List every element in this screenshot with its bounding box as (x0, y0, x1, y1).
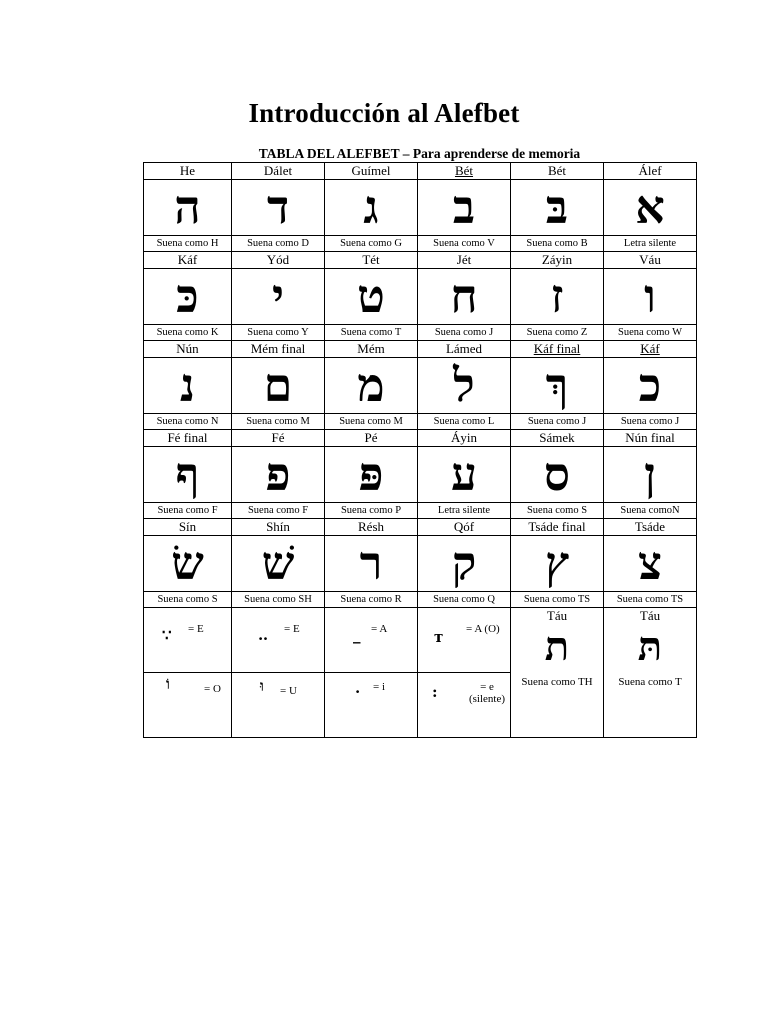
hebrew-letter-text: ךְ (545, 358, 569, 412)
letter-name (144, 252, 232, 269)
letter-sound-text: Suena como R (340, 594, 402, 605)
letter-name (418, 252, 511, 269)
hebrew-letter (418, 269, 511, 325)
hebrew-letter (418, 180, 511, 236)
letter-sound-text: Suena como H (156, 238, 219, 249)
vowel-label: = i (373, 681, 386, 693)
hebrew-letter-text: ס (543, 447, 571, 501)
letter-name-text: Bét (547, 163, 567, 178)
table-row (144, 414, 697, 430)
table-row (144, 236, 697, 252)
table-row (144, 252, 697, 269)
letter-name (418, 341, 511, 358)
hebrew-letter-text: ד (266, 180, 290, 234)
hebrew-letter-text: נ (180, 358, 195, 412)
letter-name-text: Résh (358, 519, 384, 534)
letter-sound (511, 592, 604, 608)
letter-sound (325, 503, 418, 519)
hebrew-letter (144, 536, 232, 592)
letter-name-text: Álef (638, 163, 662, 178)
hebrew-letter (604, 180, 697, 236)
letter-sound (325, 414, 418, 430)
vowel-label: = U (280, 685, 297, 697)
hebrew-letter (144, 180, 232, 236)
letter-sound-text: Suena como T (340, 327, 402, 338)
letter-sound (144, 503, 232, 519)
table-row (144, 180, 697, 236)
letter-name (144, 430, 232, 447)
letter-sound (232, 414, 325, 430)
hebrew-letter-text: ע (450, 447, 478, 501)
hebrew-letter (144, 358, 232, 414)
vowel-cell (144, 608, 232, 673)
table-row (144, 269, 697, 325)
letter-name (232, 341, 325, 358)
table-row (144, 341, 697, 358)
hebrew-letter (232, 180, 325, 236)
letter-sound (325, 325, 418, 341)
letter-sound-text: Suena como L (433, 416, 495, 427)
letter-sound-text: Suena como TS (523, 594, 591, 605)
letter-name-text: Nún (176, 341, 199, 356)
letter-name (232, 519, 325, 536)
vowel-label: = e (silente) (468, 681, 506, 705)
vowel-mark: וּ (260, 677, 264, 695)
hebrew-letter-text: ל (453, 358, 475, 412)
letter-name-text: Pé (364, 430, 378, 445)
letter-name-text: Váu (639, 252, 661, 267)
hebrew-letter (511, 358, 604, 414)
letter-name (604, 430, 697, 447)
vowel-cell (418, 673, 511, 738)
letter-name (144, 341, 232, 358)
vowel-label: = E (188, 623, 204, 635)
letter-sound-text: Suena como J (620, 416, 680, 427)
letter-sound-text: Suena como Q (433, 594, 495, 605)
hebrew-letter-text: ג (363, 180, 379, 234)
hebrew-letter-text: כּ (176, 269, 199, 323)
letter-sound (604, 236, 697, 252)
table-row (144, 503, 697, 519)
letter-sound (232, 236, 325, 252)
letter-name (418, 519, 511, 536)
letter-name (511, 163, 604, 180)
vowel-label: = E (284, 623, 300, 635)
letter-name-text: Mém final (250, 341, 306, 356)
letter-name-text: Záyin (541, 252, 573, 267)
letter-sound-text: Letra silente (437, 505, 491, 516)
vowel-cell (144, 673, 232, 738)
letter-name: Táu (639, 608, 661, 623)
hebrew-letter (325, 536, 418, 592)
vowel-mark: . (355, 679, 361, 697)
letter-sound-text: Suena como M (339, 416, 403, 427)
letter-sound-text: Suena como M (246, 416, 310, 427)
hebrew-letter (144, 447, 232, 503)
vowel-mark: : (432, 683, 438, 701)
hebrew-letter-text: שׁ (261, 536, 295, 590)
hebrew-letter-text: שׂ (171, 536, 204, 590)
letter-sound (511, 503, 604, 519)
letter-sound-text: Suena como J (434, 327, 494, 338)
hebrew-letter (325, 180, 418, 236)
letter-name (604, 519, 697, 536)
letter-sound (511, 236, 604, 252)
hebrew-letter: תּ (637, 623, 663, 670)
letter-name (511, 341, 604, 358)
letter-sound (604, 325, 697, 341)
letter-name-text: Jét (456, 252, 472, 267)
vowel-cell (325, 608, 418, 673)
hebrew-letter-text: י (271, 269, 285, 323)
hebrew-letter (604, 536, 697, 592)
letter-name-text: Fé (271, 430, 285, 445)
hebrew-letter-text: פ (265, 447, 291, 501)
letter-name (418, 430, 511, 447)
letter-sound-text: Suena como F (247, 505, 309, 516)
letter-sound (144, 236, 232, 252)
letter-sound-text: Suena como W (618, 327, 682, 338)
table-row (144, 519, 697, 536)
letter-sound (418, 592, 511, 608)
vowel-cell (418, 608, 511, 673)
letter-name-text: Sín (178, 519, 197, 534)
letter-sound (232, 503, 325, 519)
vowel-cell (232, 673, 325, 738)
letter-sound (418, 503, 511, 519)
table-row (144, 358, 697, 414)
letter-sound-text: Suena como D (247, 238, 309, 249)
hebrew-letter (325, 358, 418, 414)
hebrew-letter-text: בּ (545, 180, 569, 234)
letter-sound-text: Letra silente (623, 238, 677, 249)
hebrew-letter-text: כ (638, 358, 662, 412)
letter-name (232, 252, 325, 269)
table-row (144, 430, 697, 447)
hebrew-letter (604, 269, 697, 325)
hebrew-letter (511, 536, 604, 592)
hebrew-letter-text: א (635, 180, 665, 234)
hebrew-letter-text: צ (637, 536, 663, 590)
hebrew-letter-text: ח (450, 269, 478, 323)
letter-sound-text: Suena como S (526, 505, 588, 516)
hebrew-letter-text: ו (644, 269, 656, 323)
letter-name (325, 341, 418, 358)
letter-sound-text: Suena como S (157, 594, 218, 605)
letter-sound-text: Suena comoN (620, 505, 680, 516)
letter-sound-text: Suena como F (157, 505, 218, 516)
letter-name-text: Sámek (539, 430, 575, 445)
table-caption: TABLA DEL ALEFBET – Para aprenderse de memoria (258, 146, 581, 161)
hebrew-letter: ת (544, 623, 570, 670)
hebrew-letter-text: ר (359, 536, 383, 590)
hebrew-letter-text: ם (263, 358, 293, 412)
letter-name-text: Bét (454, 163, 474, 178)
hebrew-letter (325, 447, 418, 503)
hebrew-letter-text: ז (550, 269, 564, 323)
letter-sound (511, 414, 604, 430)
vowel-mark: ᴛ (434, 628, 444, 646)
letter-sound (604, 414, 697, 430)
vowel-label: = A (371, 623, 388, 635)
hebrew-letter-text: פּ (358, 447, 384, 501)
letter-name (232, 430, 325, 447)
letter-name (604, 163, 697, 180)
letter-name-text: He (179, 163, 196, 178)
letter-name-text: Káf (177, 252, 198, 267)
letter-sound-text: Suena como V (433, 238, 495, 249)
hebrew-letter (144, 269, 232, 325)
letter-name (325, 252, 418, 269)
hebrew-letter (511, 269, 604, 325)
vowel-label: = O (204, 683, 221, 695)
letter-name (325, 430, 418, 447)
hebrew-letter (511, 180, 604, 236)
table-row (144, 536, 697, 592)
vowel-row (144, 608, 697, 673)
table-row (144, 325, 697, 341)
letter-name-text: Káf (640, 341, 660, 356)
table-row (144, 447, 697, 503)
vowel-mark: ‥ (258, 626, 269, 644)
vowel-label: = A (O) (466, 623, 500, 635)
letter-name-text: Qóf (453, 519, 475, 534)
letter-sound (604, 503, 697, 519)
letter-sound-text: Suena como SH (244, 594, 312, 605)
letter-name (511, 519, 604, 536)
letter-name (232, 163, 325, 180)
hebrew-letter (418, 447, 511, 503)
letter-name (604, 252, 697, 269)
letter-name-text: Tsáde final (528, 519, 586, 534)
hebrew-letter (418, 358, 511, 414)
letter-name (511, 252, 604, 269)
letter-name-text: Nún final (625, 430, 675, 445)
letter-name (604, 341, 697, 358)
hebrew-letter (232, 358, 325, 414)
hebrew-letter (511, 447, 604, 503)
letter-name-text: Guímel (351, 163, 391, 178)
hebrew-letter-text: ן (644, 447, 656, 501)
table-row (144, 163, 697, 180)
hebrew-letter-text: ף (175, 447, 200, 501)
letter-sound (418, 325, 511, 341)
letter-sound-text: Suena como P (340, 505, 402, 516)
letter-name-text: Lámed (445, 341, 483, 356)
hebrew-letter-text: מ (357, 358, 385, 412)
letter-sound (418, 414, 511, 430)
vowel-cell (325, 673, 418, 738)
letter-name-text: Fé final (167, 430, 208, 445)
letter-name-text: Káf final (533, 341, 581, 356)
hebrew-letter (418, 536, 511, 592)
letter-name (418, 163, 511, 180)
letter-sound (325, 236, 418, 252)
letter-sound-text: Suena como J (527, 416, 587, 427)
letter-sound-text: Suena como B (526, 238, 588, 249)
page-title: Introducción al Alefbet (248, 98, 520, 128)
vowel-mark: _ (353, 626, 361, 644)
letter-name-text: Shín (266, 519, 290, 534)
hebrew-letter (232, 536, 325, 592)
hebrew-letter (325, 269, 418, 325)
vowel-cell (232, 608, 325, 673)
letter-sound-text: Suena como G (340, 238, 402, 249)
hebrew-letter (232, 269, 325, 325)
letter-sound: Suena como TH (521, 676, 593, 688)
letter-sound (604, 592, 697, 608)
hebrew-letter-text: ט (357, 269, 385, 323)
letter-sound-text: Suena como N (156, 416, 219, 427)
letter-name-text: Áyin (451, 430, 477, 445)
letter-sound (325, 592, 418, 608)
hebrew-letter (604, 447, 697, 503)
hebrew-letter-text: ה (174, 180, 201, 234)
vowel-mark: וֹ (166, 675, 170, 693)
tau-cell (511, 608, 604, 738)
tau-cell (604, 608, 697, 738)
letter-sound (144, 414, 232, 430)
letter-name-text: Tét (362, 252, 380, 267)
hebrew-letter-text: ב (452, 180, 476, 234)
letter-sound (511, 325, 604, 341)
letter-sound-text: Suena como Z (526, 327, 588, 338)
letter-name (144, 519, 232, 536)
letter-sound (418, 236, 511, 252)
letter-sound-text: Suena como Y (247, 327, 309, 338)
letter-name-text: Mém (357, 341, 385, 356)
hebrew-letter-text: ק (451, 536, 477, 590)
letter-name (325, 519, 418, 536)
letter-name-text: Tsáde (634, 519, 666, 534)
letter-sound (144, 592, 232, 608)
letter-sound (144, 325, 232, 341)
hebrew-letter-text: ץ (545, 536, 569, 590)
hebrew-letter (232, 447, 325, 503)
letter-sound (232, 592, 325, 608)
alefbet-table (143, 162, 697, 738)
vowel-mark: ∵ (162, 626, 172, 644)
letter-sound-text: Suena como K (156, 327, 219, 338)
table-row (144, 592, 697, 608)
letter-name-text: Yód (266, 252, 290, 267)
letter-name: Táu (546, 608, 568, 623)
letter-sound-text: Suena como TS (616, 594, 684, 605)
letter-name (144, 163, 232, 180)
letter-name (325, 163, 418, 180)
hebrew-letter (604, 358, 697, 414)
letter-sound: Suena como T (618, 676, 682, 688)
letter-sound (232, 325, 325, 341)
letter-name-text: Dálet (263, 163, 293, 178)
letter-name (511, 430, 604, 447)
